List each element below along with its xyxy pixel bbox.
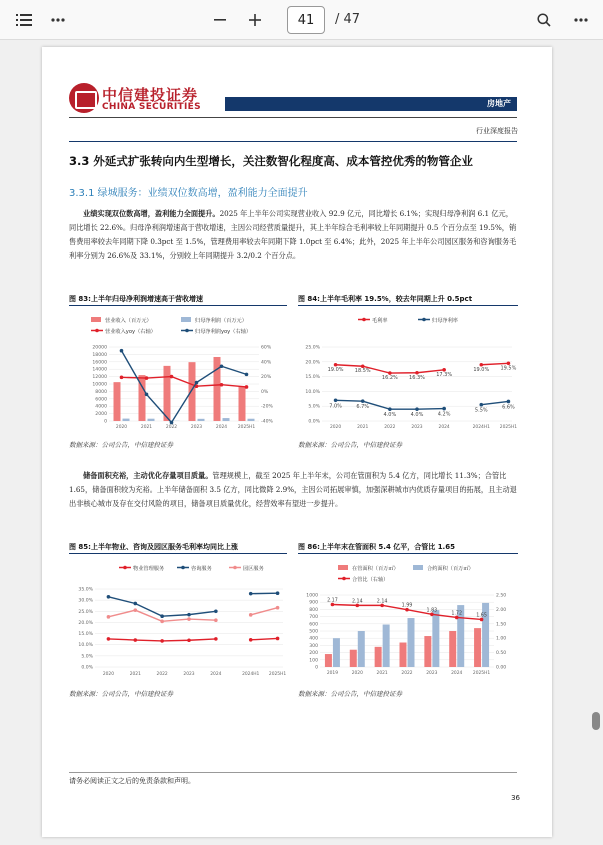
fig86-bar <box>400 643 407 667</box>
fig86-right-axis-tick-label: 1.00 <box>496 636 507 642</box>
fig85-axis-tick-label: 20.0% <box>78 620 93 626</box>
legend-label-2: 园区服务 <box>243 566 264 572</box>
fig85-point <box>133 608 137 612</box>
figure-83-rule <box>69 305 287 306</box>
x-tick-label: 2024H1 <box>242 672 260 677</box>
page-number-input[interactable]: 41 <box>287 6 325 34</box>
fig83-point <box>245 373 249 377</box>
fig85-axis-tick-label: 10.0% <box>78 643 93 649</box>
fig83-right-axis-tick-label: -20% <box>261 404 273 410</box>
fig86-bar <box>408 618 415 667</box>
fig86-data-label: 1.65 <box>476 613 487 619</box>
fig86-left-axis-tick-label: 700 <box>309 615 318 621</box>
fig85-point <box>187 617 191 621</box>
x-tick-label: 2025H1 <box>268 672 287 677</box>
x-tick-label: 2025H1 <box>472 671 491 676</box>
search-icon[interactable] <box>532 8 556 32</box>
fig85-point <box>133 602 137 606</box>
fig83-bar <box>239 387 246 421</box>
fig85-point <box>107 637 111 641</box>
fig86-right-axis-tick-label: 1.50 <box>496 622 507 628</box>
fig83-left-axis-tick-label: 10000 <box>92 382 107 388</box>
paragraph-reserve-area <box>69 469 519 511</box>
fig83-bar <box>164 366 171 421</box>
page-count-label: / 47 <box>335 12 361 27</box>
fig83-point <box>120 349 124 353</box>
figure-86-chart <box>298 559 518 681</box>
fig83-left-axis-tick-label: 2000 <box>95 412 107 418</box>
fig86-right-axis-tick-label: 0.00 <box>496 665 507 671</box>
legend-swatch-1 <box>413 565 423 570</box>
fig84-point <box>507 400 511 404</box>
fig83-left-axis-tick-label: 8000 <box>95 389 107 395</box>
fig85-point <box>160 614 164 618</box>
legend-swatch-1 <box>181 317 191 322</box>
fig84-point <box>334 398 338 402</box>
fig86-left-axis-tick-label: 300 <box>309 643 318 649</box>
fig85-point <box>160 620 164 624</box>
fig85-point <box>133 638 137 642</box>
fig85-point <box>249 613 253 617</box>
legend-label-0: 毛利率 <box>372 318 388 324</box>
figure-85-rule <box>69 553 287 554</box>
figure-84-title: 图 84:上半年毛利率 19.5%，较去年同期上升 0.5pct <box>298 295 473 303</box>
fig83-left-axis-tick-label: 12000 <box>92 375 107 381</box>
viewer-toolbar <box>0 0 603 40</box>
fig84-axis-tick-label: 0.0% <box>308 419 320 425</box>
x-tick-label: 2024 <box>451 671 463 676</box>
x-tick-label: 2022 <box>165 425 178 430</box>
fig83-right-axis-tick-label: 0% <box>261 389 269 395</box>
fig83-point <box>245 385 249 389</box>
fig86-left-axis-tick-label: 500 <box>309 629 318 635</box>
legend-label-1: 归母净利率 <box>432 318 458 324</box>
fig83-bar <box>223 418 230 421</box>
fig86-left-axis-tick-label: 600 <box>309 622 318 628</box>
paragraph-lead: 业绩实现双位数高增，盈利能力全面提升。 <box>83 209 220 218</box>
fig86-data-label: 1.83 <box>426 608 438 614</box>
legend-marker-2 <box>95 329 99 333</box>
fig84-point <box>442 407 446 411</box>
figure-85-title: 图 85:上半年物业、咨询及园区服务毛利率均同比上涨 <box>69 543 238 551</box>
fig84-data-label: 19.5% <box>500 365 517 372</box>
subsection-title: 3.3.1 绿城服务：业绩双位数高增，盈利能力全面提升 <box>69 188 308 199</box>
legend-swatch-0 <box>338 565 348 570</box>
fig83-point <box>170 375 174 379</box>
fig86-right-axis-tick-label: 2.00 <box>496 607 507 613</box>
paragraph-lead: 储备面积充裕，主动优化存量项目质量。 <box>83 471 213 480</box>
x-tick-label: 2022 <box>384 425 396 430</box>
fig85-point <box>276 591 280 595</box>
fig84-data-label: 19.0% <box>473 366 490 373</box>
fig85-axis-tick-label: 5.0% <box>81 654 93 660</box>
fig86-bar <box>424 636 431 667</box>
document-page <box>42 47 552 837</box>
fig85-point <box>187 638 191 642</box>
disclaimer-text: 请务必阅读正文之后的免责条款和声明。 <box>69 777 195 785</box>
zoom-in-icon[interactable] <box>243 8 267 32</box>
company-logo-icon <box>69 83 99 113</box>
x-tick-label: 2025H1 <box>237 425 256 430</box>
fig85-line-series <box>251 638 278 639</box>
fig85-point <box>107 615 111 619</box>
page-number: 36 <box>511 794 520 802</box>
sector-label: 房地产 <box>487 99 511 108</box>
fig86-bar <box>325 654 332 667</box>
fig84-data-label: 6.6% <box>502 404 515 411</box>
legend-label-0: 营业收入（百万元） <box>105 318 152 324</box>
fig83-bar <box>148 419 155 421</box>
x-tick-label: 2021 <box>376 671 388 676</box>
fig86-left-axis-tick-label: 1000 <box>306 593 318 599</box>
fig86-data-label: 1.99 <box>401 603 413 609</box>
fig84-point <box>388 407 392 411</box>
figure-84-source: 数据来源：公司公告，中信建投证券 <box>298 441 402 449</box>
report-type-label: 行业深度报告 <box>476 127 518 135</box>
legend-label-2: 营业收入yoy（右轴） <box>105 329 156 335</box>
fig83-left-axis-tick-label: 16000 <box>92 360 107 366</box>
legend-label-1: 咨询服务 <box>191 566 212 572</box>
legend-marker-2 <box>342 577 346 581</box>
x-tick-label: 2023 <box>411 425 423 430</box>
fig86-bar <box>449 631 456 667</box>
fig86-bar <box>474 628 481 667</box>
fig84-axis-tick-label: 5.0% <box>308 404 320 410</box>
fig85-point <box>249 638 253 642</box>
legend-marker-0 <box>362 318 366 322</box>
fig86-bar <box>358 631 365 667</box>
fig86-left-axis-tick-label: 0 <box>315 665 318 671</box>
legend-marker-3 <box>185 329 189 333</box>
legend-label-0: 在管面积（百万㎡） <box>352 566 399 572</box>
header-divider <box>69 117 517 118</box>
fig86-right-axis-tick-label: 0.50 <box>496 651 507 657</box>
x-tick-label: 2021 <box>357 425 369 430</box>
zoom-out-icon[interactable] <box>208 8 232 32</box>
legend-marker-2 <box>233 566 237 570</box>
figure-83-title: 图 83:上半年归母净利润增速高于营收增速 <box>69 295 203 303</box>
fig86-data-label: 2.14 <box>376 599 388 605</box>
fig85-point <box>214 609 218 613</box>
fig86-right-axis-tick-label: 2.50 <box>496 593 507 599</box>
paragraph-body: 2025 年上半年公司实现营业收入 92.9 亿元，同比增长 6.1%；实现归母净利润 6.1 亿元，同比增长 22.6%。归母净利润增速高于营收增速，主因公司经营质量提升，其上半年综合毛利率较上年同期提升 0.5 个百分点至 19.5%，销售费用率较去年同期下降 0.3pct 至 1.5%，管理费用率较去年同期下降 1.0pct 至 6.4%；此外，2025 年上半年公司园区服务和咨询服务毛利率分别为 26.6%及 33.1%，分别较上年同期提升 3.2/0.2 个百分点。 <box>69 209 517 260</box>
paragraph-body: 管理规模上，截至 2025 年上半年末，公司在管面积为 5.4 亿方，同比增长 11.3%；合管比 1.65，储备面积较为充裕。上半年储备面积 3.5 亿方，同比微降 2.9%，主因公司拓展审慎，加强深耕城市内优质存量项目的拓展，且主动退出非核心城市及存在交付风险的项目，储备项目质量优化，经营效率有望进一步提升。 <box>69 471 517 508</box>
fig86-bar <box>333 638 340 667</box>
figure-84-chart <box>298 309 518 437</box>
fig83-bar <box>248 419 255 421</box>
fig83-point <box>220 364 224 368</box>
fig86-bar <box>383 625 390 667</box>
fig85-axis-tick-label: 25.0% <box>78 609 93 615</box>
figure-83-source: 数据来源：公司公告，中信建投证券 <box>69 441 173 449</box>
sector-banner <box>225 97 517 111</box>
x-tick-label: 2022 <box>156 672 168 677</box>
fig86-bar <box>350 650 357 667</box>
fig84-axis-tick-label: 10.0% <box>305 389 320 395</box>
legend-marker-0 <box>123 566 127 570</box>
fig84-data-label: 18.5% <box>354 368 371 375</box>
fig84-data-label: 7.0% <box>329 403 342 410</box>
fig83-left-axis-tick-label: 6000 <box>95 397 107 403</box>
fig85-axis-tick-label: 35.0% <box>78 587 93 593</box>
fig84-data-label: 4.0% <box>410 412 424 419</box>
fig83-point <box>145 393 149 397</box>
fig83-bar <box>114 382 121 421</box>
fig86-bar <box>432 610 439 667</box>
x-tick-label: 2023 <box>426 671 438 676</box>
fig86-left-axis-tick-label: 400 <box>309 636 318 642</box>
legend-label-0: 物业管理服务 <box>133 566 165 572</box>
outline-icon[interactable] <box>12 8 36 32</box>
figure-86-title: 图 86:上半年末在管面积 5.4 亿平，合管比 1.65 <box>298 543 455 551</box>
fig83-bar <box>123 419 130 421</box>
x-tick-label: 2021 <box>129 672 141 677</box>
fig83-bar <box>198 419 205 421</box>
fig84-data-label: 5.5% <box>474 407 488 414</box>
fig86-left-axis-tick-label: 200 <box>309 651 318 657</box>
legend-swatch-0 <box>91 317 101 322</box>
fig84-data-label: 19.0% <box>327 366 344 373</box>
x-tick-label: 2021 <box>140 425 153 430</box>
fig85-point <box>160 639 164 643</box>
fig84-data-label: 4.0% <box>383 412 397 419</box>
fig86-left-axis-tick-label: 900 <box>309 600 318 606</box>
fig83-point <box>220 383 224 387</box>
paragraph-performance <box>69 207 519 263</box>
fig83-right-axis-tick-label: 20% <box>261 375 272 381</box>
fig83-left-axis-tick-label: 0 <box>104 419 107 425</box>
fig86-data-label: 1.72 <box>451 611 463 617</box>
x-tick-label: 2019 <box>326 671 339 676</box>
fig83-left-axis-tick-label: 20000 <box>92 345 107 351</box>
fig86-data-label: 2.14 <box>351 599 363 605</box>
fig84-data-label: 4.2% <box>437 411 451 418</box>
fig84-axis-tick-label: 20.0% <box>305 360 320 366</box>
x-tick-label: 2023 <box>190 425 203 430</box>
x-tick-label: 2023 <box>183 672 195 677</box>
company-name-cn: 中信建投证券 <box>102 86 199 104</box>
legend-label-2: 合管比（右轴） <box>352 577 389 583</box>
x-tick-label: 2020 <box>102 672 115 677</box>
fig85-point <box>276 637 280 641</box>
legend-label-1: 归母净利润（百万元） <box>195 318 247 324</box>
fig83-point <box>170 421 174 425</box>
figure-84-rule <box>298 305 518 306</box>
figure-85-source: 数据来源：公司公告，中信建投证券 <box>69 690 173 698</box>
footer-divider <box>69 772 517 773</box>
fig83-right-axis-tick-label: 40% <box>261 360 272 366</box>
legend-label-1: 合约面积（百万㎡） <box>427 566 474 572</box>
fig84-point <box>361 399 365 403</box>
header-divider-secondary <box>69 141 517 142</box>
fig84-data-label: 16.3% <box>409 374 425 381</box>
x-tick-label: 2020 <box>329 425 342 430</box>
fig84-point <box>415 407 419 411</box>
fig83-left-axis-tick-label: 18000 <box>92 352 107 358</box>
fig85-point <box>214 618 218 622</box>
x-tick-label: 2024H1 <box>472 425 490 430</box>
fig85-axis-tick-label: 0.0% <box>81 665 93 671</box>
fig83-left-axis-tick-label: 4000 <box>95 404 107 410</box>
legend-marker-1 <box>422 318 426 322</box>
figure-83-chart <box>69 309 287 437</box>
fig85-point <box>187 613 191 617</box>
figure-85-chart <box>69 559 287 681</box>
fig83-right-axis-tick-label: 60% <box>261 345 272 351</box>
fig86-bar <box>375 647 382 667</box>
fig86-left-axis-tick-label: 800 <box>309 607 318 613</box>
fig85-point <box>107 595 111 599</box>
fig86-left-axis-tick-label: 100 <box>309 658 318 664</box>
fig84-axis-tick-label: 15.0% <box>305 375 320 381</box>
x-tick-label: 2024 <box>210 672 222 677</box>
fig84-data-label: 16.2% <box>381 375 398 382</box>
fig85-axis-tick-label: 30.0% <box>78 598 93 604</box>
fig85-axis-tick-label: 15.0% <box>78 632 93 638</box>
figure-86-rule <box>298 553 518 554</box>
more-options-icon[interactable] <box>46 8 70 32</box>
fig84-data-label: 6.7% <box>356 404 370 411</box>
fig83-point <box>120 376 124 380</box>
fig83-bar <box>189 362 196 421</box>
fig83-bar <box>214 357 221 421</box>
fig85-point <box>249 592 253 596</box>
fig86-data-label: 2.17 <box>327 598 338 604</box>
scrollbar-thumb[interactable] <box>592 712 600 730</box>
section-title: 3.3 外延式扩张转向内生型增长，关注数智化程度高、成本管控优秀的物管企业 <box>69 154 473 168</box>
fig84-data-label: 17.3% <box>436 371 453 378</box>
figure-86-source: 数据来源：公司公告，中信建投证券 <box>298 690 402 698</box>
x-tick-label: 2024 <box>215 425 228 430</box>
fig84-point <box>479 403 483 407</box>
fig85-point <box>276 606 280 610</box>
x-tick-label: 2020 <box>351 671 363 676</box>
fig83-point <box>195 381 199 385</box>
fig84-axis-tick-label: 25.0% <box>305 345 320 351</box>
fig83-right-axis-tick-label: -40% <box>261 419 273 425</box>
x-tick-label: 2020 <box>115 425 128 430</box>
fig83-point <box>145 376 149 380</box>
x-tick-label: 2025H1 <box>499 425 518 430</box>
overflow-menu-icon[interactable] <box>569 8 593 32</box>
legend-label-3: 归母净利润yoy（右轴） <box>195 329 252 335</box>
x-tick-label: 2022 <box>401 671 413 676</box>
legend-marker-1 <box>181 566 185 570</box>
fig83-left-axis-tick-label: 14000 <box>92 367 107 373</box>
company-name-en: CHINA SECURITIES <box>102 102 201 112</box>
x-tick-label: 2024 <box>438 425 450 430</box>
fig85-point <box>214 637 218 641</box>
